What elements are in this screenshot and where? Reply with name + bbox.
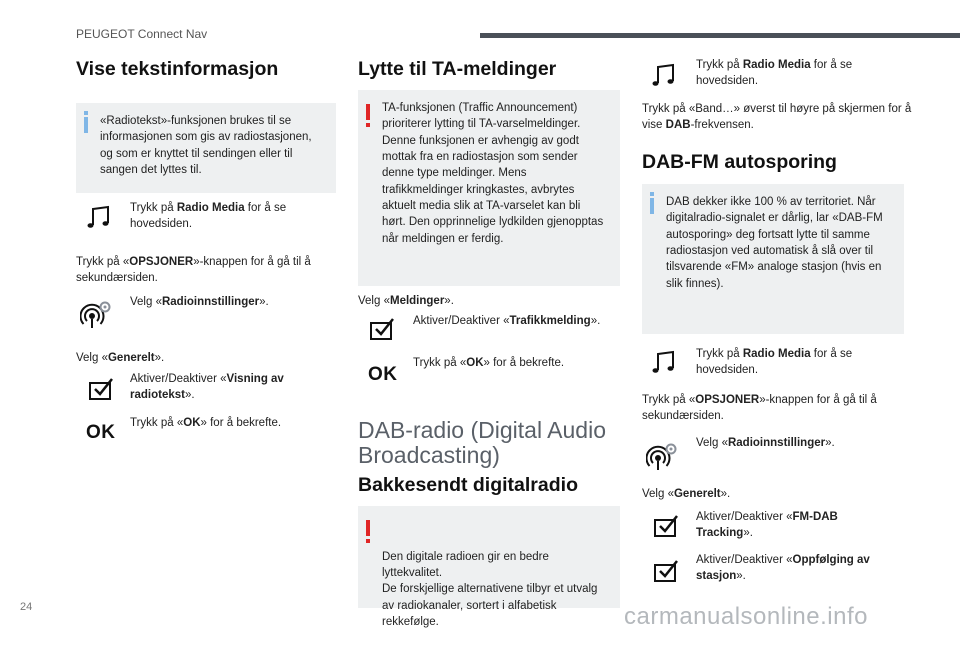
info-icon bbox=[84, 117, 88, 133]
music-note-icon bbox=[84, 201, 116, 233]
step-oppfolging-av-stasjon: Aktiver/Deaktiver «Oppfølging av stasjon». bbox=[696, 554, 870, 583]
warning-text: TA-funksjonen (Traffic Announcement) prioriterer lytting til TA-varselmeldinger. Denne funksjonen er avhengig av godt mottak fra en radiostasjon som sender denne type meldinger. Mens trafikkmeldinger kringkastes, avbrytes aktuelt media slik at TA-varselet kan bli hørt. Den opprinnelige lydkilden gjenopptas når meldingen er ferdig. bbox=[382, 102, 604, 245]
heading-dab-radio: DAB-radio (Digital Audio Broadcasting) bbox=[358, 417, 607, 468]
header-bar bbox=[480, 33, 960, 38]
warning-text: Den digitale radioen gir en bedre lyttekvalitet. De forskjellige alternativene tilbyr et utvalg av radiokanaler, sortert i alfabetisk rekkefølge. bbox=[382, 550, 598, 628]
info-icon bbox=[650, 198, 654, 214]
step-visning-av-radiotekst: Aktiver/Deaktiver «Visning av radiotekst». bbox=[130, 373, 284, 402]
checkbox-icon bbox=[367, 313, 399, 345]
step-radio-media: Trykk på Radio Media for å se hovedsiden. bbox=[696, 348, 853, 377]
checkbox-icon bbox=[651, 510, 683, 542]
step-fm-dab-tracking: Aktiver/Deaktiver «FM-DAB Tracking». bbox=[696, 511, 838, 540]
info-text: «Radiotekst»-funksjonen brukes til se informasjonen som gis av radiostasjonen, og som er knyttet til sendingen eller til sangen det lyttes til. bbox=[100, 115, 312, 176]
ok-icon: OK bbox=[368, 364, 398, 385]
step-ok-confirm: Trykk på «OK» for å bekrefte. bbox=[130, 417, 282, 429]
heading-vise-tekstinformasjon: Vise tekstinformasjon bbox=[76, 58, 279, 80]
page-number: 24 bbox=[20, 601, 33, 613]
radio-settings-icon bbox=[80, 298, 112, 330]
checkbox-icon bbox=[86, 373, 118, 405]
step-opsjoner: Trykk på «OPSJONER»-knappen for å gå til å sekundærsiden. bbox=[642, 394, 877, 423]
info-box-radiotekst bbox=[76, 103, 336, 193]
heading-dab-fm-autosporing: DAB-FM autosporing bbox=[642, 151, 837, 173]
step-opsjoner: Trykk på «OPSJONER»-knappen for å gå til å sekundærsiden. bbox=[76, 256, 311, 285]
step-trafikkmelding: Aktiver/Deaktiver «Trafikkmelding». bbox=[413, 315, 601, 327]
info-text: DAB dekker ikke 100 % av territoriet. Når digitalradio-signalet er dårlig, lar «DAB-FM autosporing» deg fortsatt lytte til samme radiostasjon ved automatisk å slå over til tilsvarende «FM» analoge stasjon (hvis en slik finnes). bbox=[666, 196, 883, 290]
step-radioinnstillinger: Velg «Radioinnstillinger». bbox=[696, 437, 835, 449]
radio-settings-icon bbox=[646, 440, 678, 472]
watermark: carmanualsonline.info bbox=[624, 603, 868, 630]
heading-bakkesendt-digitalradio: Bakkesendt digitalradio bbox=[358, 474, 578, 496]
ok-icon: OK bbox=[86, 422, 116, 443]
music-note-icon bbox=[649, 346, 681, 378]
step-band-dab: Trykk på «Band…» øverst til høyre på skjermen for å vise DAB-frekvensen. bbox=[642, 103, 912, 132]
warning-box-dab bbox=[358, 506, 620, 628]
info-box-dab-fm bbox=[642, 184, 904, 334]
step-meldinger: Velg «Meldinger». bbox=[358, 295, 454, 307]
warning-box-ta bbox=[358, 90, 620, 286]
warning-icon bbox=[366, 520, 370, 536]
checkbox-icon bbox=[651, 555, 683, 587]
header-title: PEUGEOT Connect Nav bbox=[76, 27, 208, 41]
step-radio-media: Trykk på Radio Media for å se hovedsiden. bbox=[696, 59, 853, 88]
step-generelt: Velg «Generelt». bbox=[642, 488, 731, 500]
step-generelt: Velg «Generelt». bbox=[76, 352, 165, 364]
step-radioinnstillinger: Velg «Radioinnstillinger». bbox=[130, 296, 269, 308]
step-radio-media: Trykk på Radio Media for å se hovedsiden. bbox=[130, 202, 287, 231]
heading-lytte-til-ta: Lytte til TA-meldinger bbox=[358, 58, 557, 80]
warning-icon bbox=[366, 104, 370, 120]
step-ok-confirm: Trykk på «OK» for å bekrefte. bbox=[413, 357, 565, 369]
music-note-icon bbox=[649, 59, 681, 91]
